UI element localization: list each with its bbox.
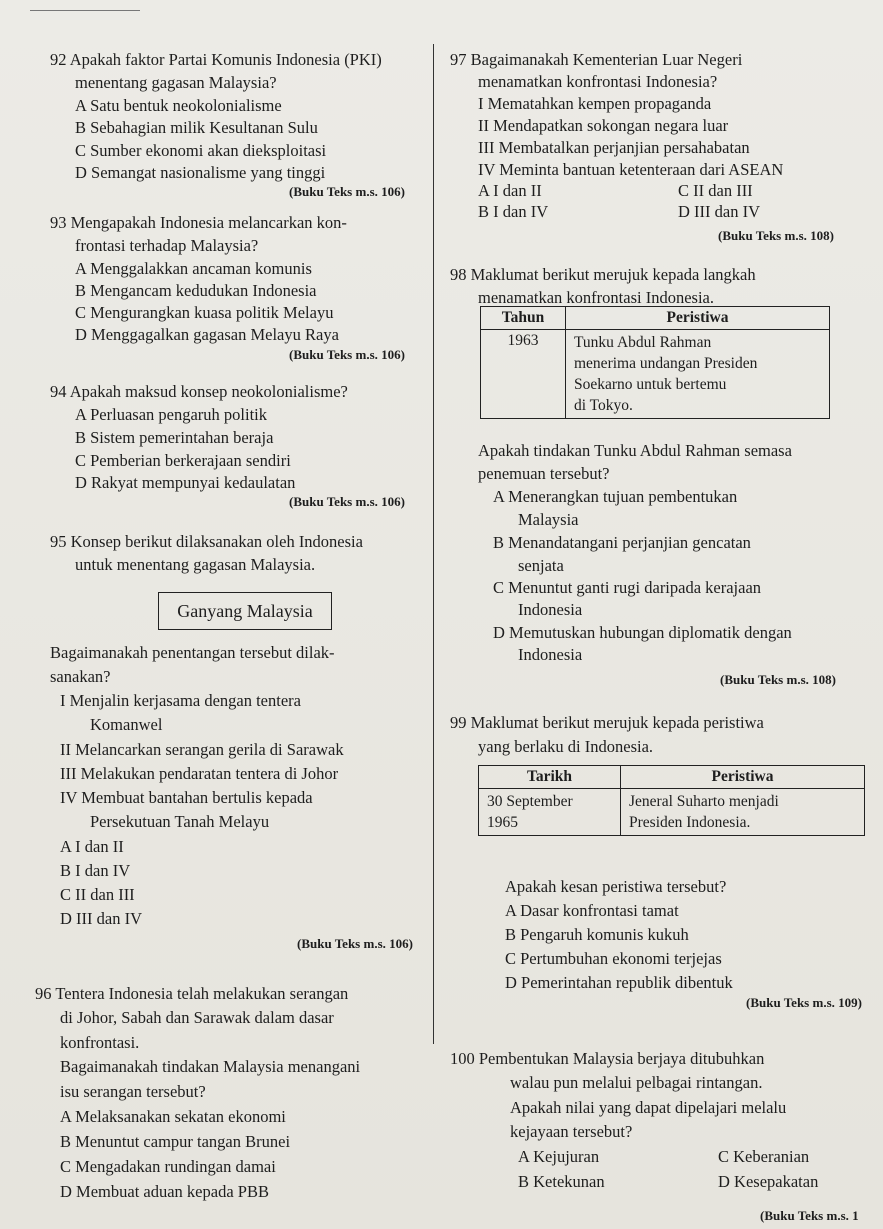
- q98-source: (Buku Teks m.s. 108): [720, 672, 836, 687]
- q95-question: sanakan?: [50, 667, 111, 686]
- q97-option-b[interactable]: B I dan IV: [478, 202, 549, 221]
- q100-question: Apakah nilai yang dapat dipelajari melalu: [510, 1098, 787, 1117]
- q99-cell-event: [621, 789, 865, 836]
- q98-event-line: menerima undangan Presiden: [574, 355, 758, 372]
- q94-option-d[interactable]: D Rakyat mempunyai kedaulatan: [75, 473, 296, 492]
- q96-question: Bagaimanakah tindakan Malaysia menangani: [60, 1057, 361, 1076]
- q99-option-c[interactable]: C Pertumbuhan ekonomi terjejas: [505, 949, 722, 968]
- q98-option-d[interactable]: Indonesia: [518, 645, 583, 664]
- q95-option-d[interactable]: D III dan IV: [60, 909, 143, 928]
- q98-option-d[interactable]: D Memutuskan hubungan diplomatik dengan: [493, 623, 792, 642]
- q92-option-a[interactable]: A Satu bentuk neokolonialisme: [75, 96, 282, 115]
- q96-question: isu serangan tersebut?: [60, 1082, 206, 1101]
- q98-option-a[interactable]: A Menerangkan tujuan pembentukan: [493, 487, 738, 506]
- q93-source: (Buku Teks m.s. 106): [289, 347, 405, 362]
- q97-stem: menamatkan konfrontasi Indonesia?: [478, 72, 718, 91]
- q97-statement-iii: III Membatalkan perjanjian persahabatan: [478, 138, 750, 157]
- q99-date-line: 30 September: [487, 793, 573, 810]
- q95-concept-box: Ganyang Malaysia: [158, 592, 332, 630]
- q93-stem: 93 Mengapakah Indonesia melancarkan kon-: [50, 213, 347, 232]
- q93-stem: frontasi terhadap Malaysia?: [75, 236, 259, 255]
- q98-header-event: Peristiwa: [566, 307, 830, 330]
- q100-source: (Buku Teks m.s. 1: [760, 1208, 859, 1223]
- q95-statement-i: Komanwel: [90, 715, 163, 734]
- q95-stem: 95 Konsep berikut dilaksanakan oleh Indonesia: [50, 532, 363, 551]
- q98-stem: menamatkan konfrontasi Indonesia.: [478, 288, 714, 307]
- q99-header-event: Peristiwa: [621, 766, 865, 789]
- q98-stem: 98 Maklumat berikut merujuk kepada langkah: [450, 265, 756, 284]
- q98-option-c[interactable]: C Menuntut ganti rugi daripada kerajaan: [493, 578, 762, 597]
- q93-option-c[interactable]: C Mengurangkan kuasa politik Melayu: [75, 303, 334, 322]
- q95-statement-ii: II Melancarkan serangan gerila di Sarawak: [60, 740, 344, 759]
- q92-stem: 92 Apakah faktor Partai Komunis Indonesia (PKI): [50, 50, 382, 69]
- q96-stem: konfrontasi.: [60, 1033, 140, 1052]
- q100-option-c[interactable]: C Keberanian: [718, 1147, 810, 1166]
- q96-option-b[interactable]: B Menuntut campur tangan Brunei: [60, 1132, 291, 1151]
- q96-option-a[interactable]: A Melaksanakan sekatan ekonomi: [60, 1107, 286, 1126]
- q96-option-c[interactable]: C Mengadakan rundingan damai: [60, 1157, 276, 1176]
- q98-question: penemuan tersebut?: [478, 464, 610, 483]
- q93-option-b[interactable]: B Mengancam kedudukan Indonesia: [75, 281, 317, 300]
- q99-stem: 99 Maklumat berikut merujuk kepada peristiwa: [450, 713, 764, 732]
- q99-option-a[interactable]: A Dasar konfrontasi tamat: [505, 901, 679, 920]
- q93-option-d[interactable]: D Menggagalkan gagasan Melayu Raya: [75, 325, 339, 344]
- q97-option-c[interactable]: C II dan III: [678, 181, 753, 200]
- q95-stem: untuk menentang gagasan Malaysia.: [75, 555, 316, 574]
- q98-event-line: Tunku Abdul Rahman: [574, 334, 712, 351]
- q92-stem: menentang gagasan Malaysia?: [75, 73, 277, 92]
- q97-option-a[interactable]: A I dan II: [478, 181, 542, 200]
- q99-event-line: Presiden Indonesia.: [629, 814, 751, 831]
- q100-option-a[interactable]: A Kejujuran: [518, 1147, 600, 1166]
- q98-option-c[interactable]: Indonesia: [518, 600, 583, 619]
- q97-stem: 97 Bagaimanakah Kementerian Luar Negeri: [450, 50, 743, 69]
- q94-source: (Buku Teks m.s. 106): [289, 494, 405, 509]
- q100-question: kejayaan tersebut?: [510, 1122, 633, 1141]
- q97-source: (Buku Teks m.s. 108): [718, 228, 834, 243]
- q92-option-d[interactable]: D Semangat nasionalisme yang tinggi: [75, 163, 326, 182]
- q100-option-b[interactable]: B Ketekunan: [518, 1172, 605, 1191]
- q93-option-a[interactable]: A Menggalakkan ancaman komunis: [75, 259, 312, 278]
- q95-question: Bagaimanakah penentangan tersebut dilak-: [50, 643, 335, 662]
- q100-stem: walau pun melalui pelbagai rintangan.: [510, 1073, 763, 1092]
- q99-option-d[interactable]: D Pemerintahan republik dibentuk: [505, 973, 733, 992]
- q96-stem: 96 Tentera Indonesia telah melakukan serangan: [35, 984, 349, 1003]
- q100-option-d[interactable]: D Kesepakatan: [718, 1172, 819, 1191]
- q99-date-line: 1965: [487, 814, 518, 831]
- q92-source: (Buku Teks m.s. 106): [289, 184, 405, 199]
- q94-option-b[interactable]: B Sistem pemerintahan beraja: [75, 428, 274, 447]
- q96-stem: di Johor, Sabah dan Sarawak dalam dasar: [60, 1008, 334, 1027]
- column-divider: [433, 44, 434, 1044]
- q92-option-c[interactable]: C Sumber ekonomi akan dieksploitasi: [75, 141, 327, 160]
- q99-cell-date: [479, 789, 621, 836]
- q98-cell-event: [566, 330, 830, 419]
- q92-option-b[interactable]: B Sebahagian milik Kesultanan Sulu: [75, 118, 318, 137]
- q95-source: (Buku Teks m.s. 106): [297, 936, 413, 951]
- q95-option-c[interactable]: C II dan III: [60, 885, 135, 904]
- q99-event-line: Jeneral Suharto menjadi: [629, 793, 779, 810]
- q98-question: Apakah tindakan Tunku Abdul Rahman semasa: [478, 441, 792, 460]
- q99-stem: yang berlaku di Indonesia.: [478, 737, 654, 756]
- q100-stem: 100 Pembentukan Malaysia berjaya ditubuhkan: [450, 1049, 765, 1068]
- q98-header-year: Tahun: [481, 307, 566, 330]
- q98-option-b[interactable]: senjata: [518, 556, 564, 575]
- q98-info-table: [480, 306, 830, 419]
- q95-statement-iv: Persekutuan Tanah Melayu: [90, 812, 270, 831]
- q99-info-table: [478, 765, 865, 836]
- q96-option-d[interactable]: D Membuat aduan kepada PBB: [60, 1182, 269, 1201]
- q97-option-d[interactable]: D III dan IV: [678, 202, 761, 221]
- q97-statement-ii: II Mendapatkan sokongan negara luar: [478, 116, 729, 135]
- q95-statement-iii: III Melakukan pendaratan tentera di Johor: [60, 764, 339, 783]
- q99-option-b[interactable]: B Pengaruh komunis kukuh: [505, 925, 689, 944]
- q97-statement-i: I Mematahkan kempen propaganda: [478, 94, 712, 113]
- q98-cell-year: 1963: [481, 330, 566, 419]
- q97-statement-iv: IV Meminta bantuan ketenteraan dari ASEAN: [478, 160, 784, 179]
- q98-option-b[interactable]: B Menandatangani perjanjian gencatan: [493, 533, 751, 552]
- q98-option-a[interactable]: Malaysia: [518, 510, 579, 529]
- q99-source: (Buku Teks m.s. 109): [746, 995, 862, 1010]
- header-scribble: [30, 0, 140, 11]
- q98-event-line: Soekarno untuk bertemu: [574, 376, 727, 393]
- q95-statement-i: I Menjalin kerjasama dengan tentera: [60, 691, 301, 710]
- q99-header-date: Tarikh: [479, 766, 621, 789]
- q94-option-c[interactable]: C Pemberian berkerajaan sendiri: [75, 451, 291, 470]
- q98-event-line: di Tokyo.: [574, 397, 633, 414]
- q95-option-b[interactable]: B I dan IV: [60, 861, 131, 880]
- q94-option-a[interactable]: A Perluasan pengaruh politik: [75, 405, 268, 424]
- q95-option-a[interactable]: A I dan II: [60, 837, 124, 856]
- q95-statement-iv: IV Membuat bantahan bertulis kepada: [60, 788, 313, 807]
- q94-stem: 94 Apakah maksud konsep neokolonialisme?: [50, 382, 348, 401]
- q99-question: Apakah kesan peristiwa tersebut?: [505, 877, 727, 896]
